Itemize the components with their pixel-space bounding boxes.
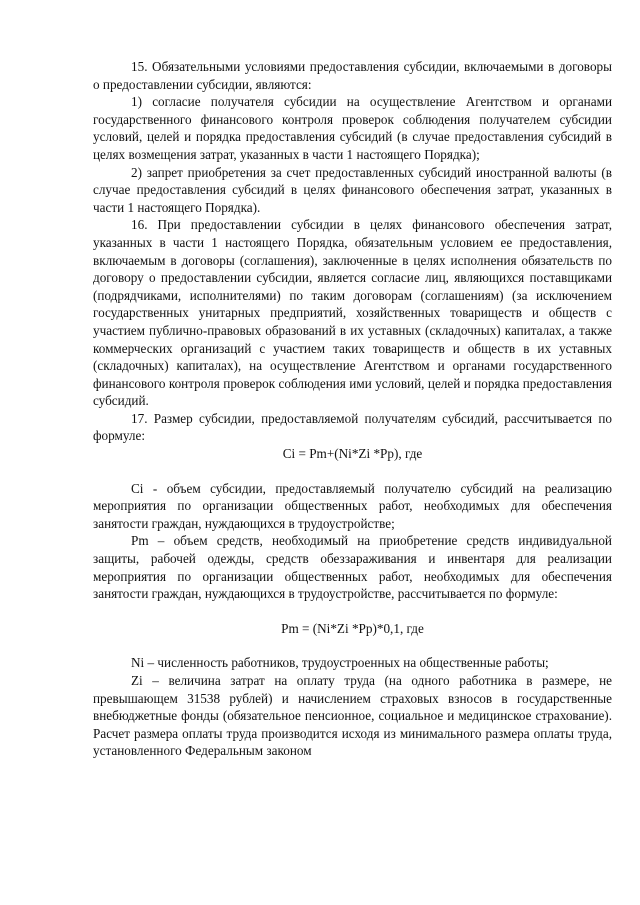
paragraph-15: 15. Обязательными условиями предоставления субсидии, включаемыми в договоры о предоставлении субсидии, являются: xyxy=(93,59,612,92)
formula-subsidy: Ci = Pm+(Ni*Zi *Pp), где xyxy=(282,446,423,462)
formula-pm: Pm = (Ni*Zi *Pp)*0,1, где xyxy=(281,620,424,636)
paragraph-17: 17. Размер субсидии, предоставляемой получателям субсидий, рассчитывается по формуле: xyxy=(93,410,612,444)
definition-ci: Ci - объем субсидии, предоставляемый получателю субсидий на реализацию мероприятия по организации общественных работ, необходимых для обеспечения занятости граждан, нуждающихся в трудоустройстве; xyxy=(93,480,612,531)
paragraph-16: 16. При предоставлении субсидии в целях финансового обеспечения затрат, указанных в части 1 настоящего Порядка, обязательным условием ее предоставления, включаемым в договоры (соглашения), заключенные в целях исполнения обязательств по договору о предоставлении субсидии, является согласие лиц, являющихся поставщиками (подрядчиками, исполнителями) по таким договорам (соглашениям) (за исключением государственных унитарных предприятий, хозяйственных товариществ и обществ с участием публично-правовых образований в их уставных (складочных) капиталах, а также коммерческих организаций с участием таких товариществ и обществ в их уставных (складочных) капиталах), на осуществление Агентством и органами государственного финансового контроля проверок соблюдения ими условий, целей и порядка предоставления субсидий. xyxy=(93,217,612,409)
paragraph-15-item-2: 2) запрет приобретения за счет предоставленных субсидий иностранной валюты (в случае предоставления субсидий в целях финансового обеспечения затрат, указанных в части 1 настоящего Порядка). xyxy=(93,164,612,215)
paragraph-15-item-1: 1) согласие получателя субсидии на осуществление Агентством и органами государственного финансового контроля проверок соблюдения получателем субсидии условий, целей и порядка предоставления субсидий (в случае предоставления субсидий в целях возмещения затрат, указанных в части 1 настоящего Порядка); xyxy=(93,94,612,162)
definition-ni: Ni – численность работников, трудоустроенных на общественные работы; xyxy=(131,655,549,671)
document-body xyxy=(93,58,612,760)
definition-pm: Pm – объем средств, необходимый на приобретение средств индивидуальной защиты, рабочей одежды, средств обеззараживания и инвентаря для реализации мероприятия по организации общественных работ, необходимых для обеспечения занятости граждан, нуждающихся в трудоустройстве, рассчитывается по формуле: xyxy=(93,533,612,602)
definition-zi: Zi – величина затрат на оплату труда (на одного работника в размере, не превышающем 31538 рублей) и начислением страховых взносов в государственные внебюджетные фонды (обязательное пенсионное, социальное и медицинское страхование). Расчет размера оплаты труда производится исходя из минимального размера оплаты труда, установленного Федеральным законом xyxy=(93,673,612,759)
